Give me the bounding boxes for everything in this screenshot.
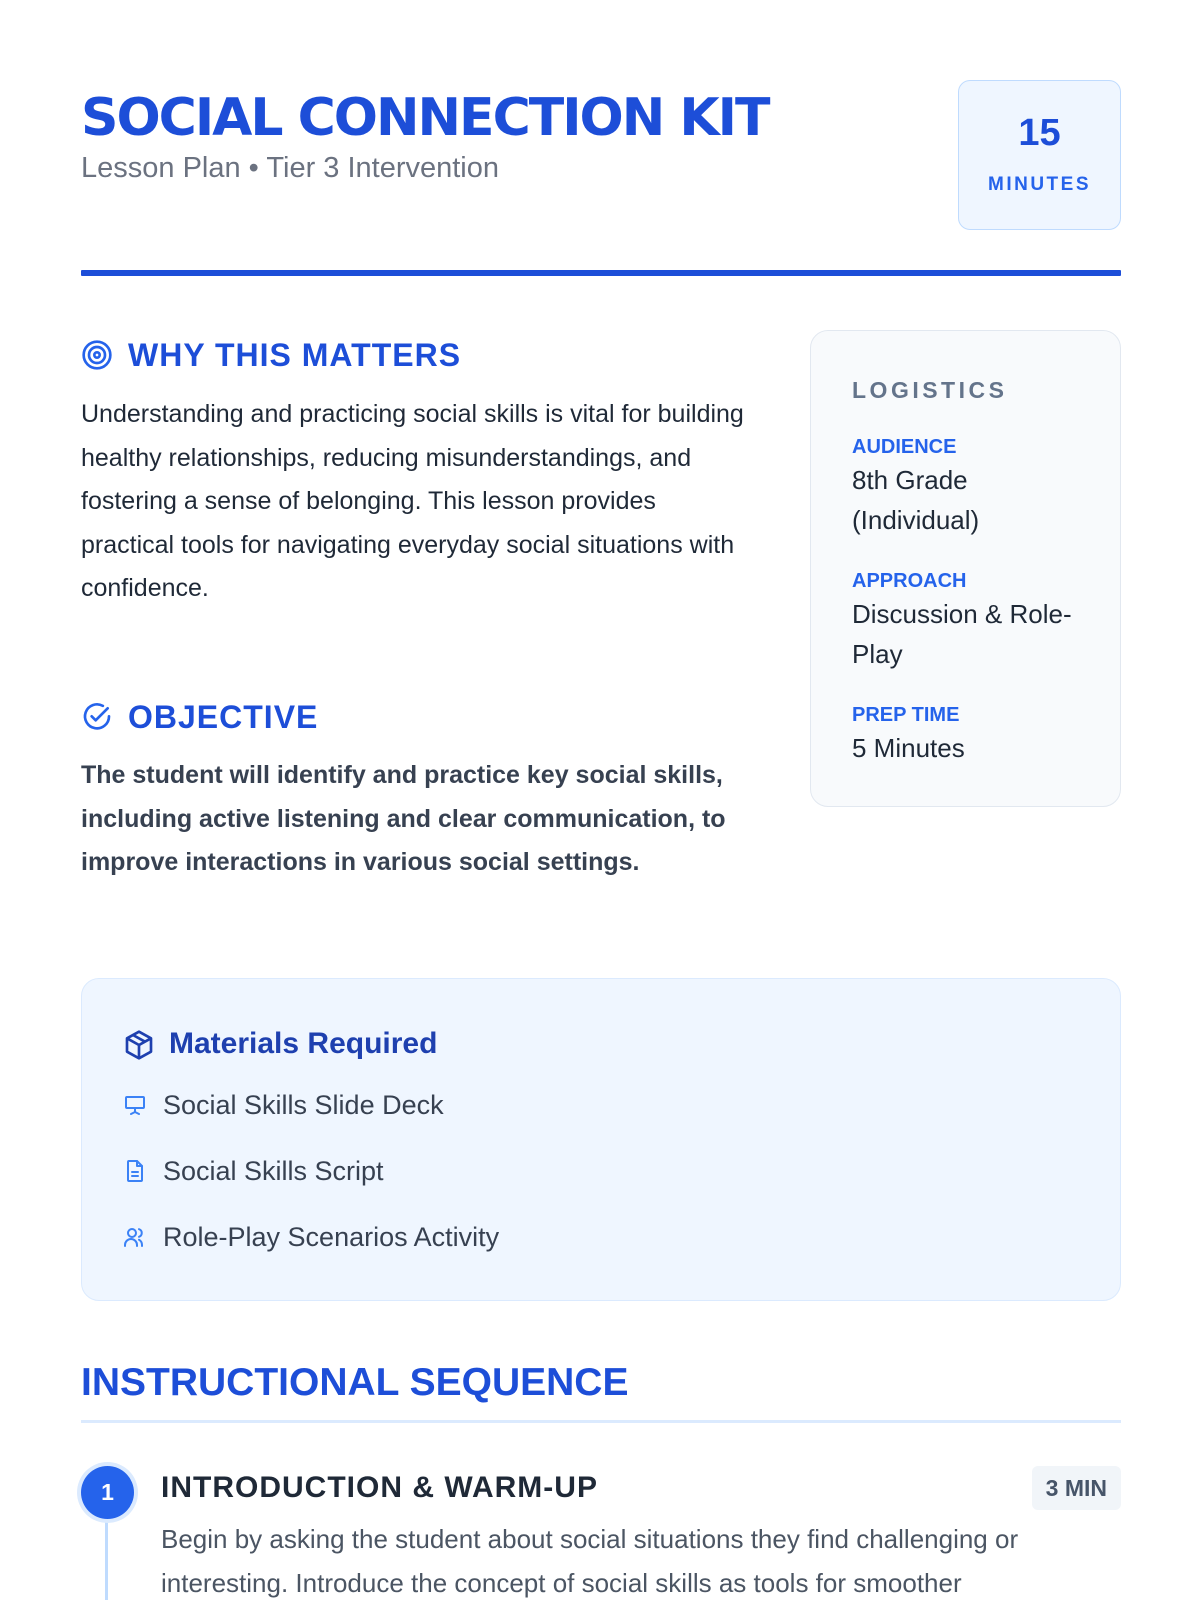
users-icon	[123, 1225, 147, 1249]
sequence-divider	[81, 1420, 1121, 1423]
logistics-value: 5 Minutes	[852, 733, 965, 763]
why-text: Understanding and practicing social skills is vital for building healthy relationships, reducing misunderstandings, and fostering a sense of belonging. This lesson provides practical tools for navigating everyday social situations with confidence.	[81, 400, 744, 602]
objective-text: The student will identify and practice key social skills, including active listening and clear communication, to improve interactions in various social settings.	[81, 761, 726, 876]
duration-value: 15	[1018, 112, 1061, 154]
page-title: SOCIAL CONNECTION KIT	[81, 88, 769, 148]
materials-title: Materials Required	[169, 1027, 438, 1060]
document-icon	[123, 1159, 147, 1183]
logistics-label: APPROACH	[852, 570, 967, 592]
presentation-icon	[123, 1093, 147, 1117]
package-icon	[123, 1029, 155, 1061]
duration-badge	[958, 80, 1121, 230]
logistics-value: 8th Grade (Individual)	[852, 465, 980, 535]
logistics-value: Discussion & Role-Play	[852, 599, 1072, 669]
logistics-card	[810, 330, 1121, 807]
sequence-title: INSTRUCTIONAL SEQUENCE	[81, 1361, 629, 1404]
lesson-plan-page	[81, 0, 1121, 1600]
step-number: 1	[81, 1466, 134, 1519]
logistics-label: AUDIENCE	[852, 436, 957, 458]
materials-box	[81, 978, 1121, 1301]
logistics-label: PREP TIME	[852, 704, 960, 726]
logistics-prep-time	[852, 702, 1102, 768]
logistics-approach	[852, 568, 1102, 674]
logistics-audience	[852, 434, 1102, 540]
header-divider	[81, 270, 1121, 276]
page-subtitle: Lesson Plan • Tier 3 Intervention	[81, 152, 500, 184]
step-title: INTRODUCTION & WARM-UP	[161, 1471, 598, 1504]
objective-heading-label: OBJECTIVE	[128, 699, 319, 735]
why-heading-label: WHY THIS MATTERS	[128, 337, 462, 373]
material-label: Social Skills Slide Deck	[163, 1090, 444, 1120]
material-label: Social Skills Script	[163, 1156, 384, 1186]
duration-unit: MINUTES	[988, 174, 1091, 195]
header	[81, 80, 1121, 230]
step-time-badge: 3 MIN	[1032, 1466, 1121, 1510]
material-label: Role-Play Scenarios Activity	[163, 1222, 500, 1252]
check-circle-icon	[81, 701, 113, 733]
step-description: Begin by asking the student about social situations they find challenging or interesting. Introduce the concept of social skills as tools for smoother	[161, 1524, 1019, 1598]
target-icon	[81, 339, 113, 371]
logistics-title: LOGISTICS	[852, 377, 1008, 403]
